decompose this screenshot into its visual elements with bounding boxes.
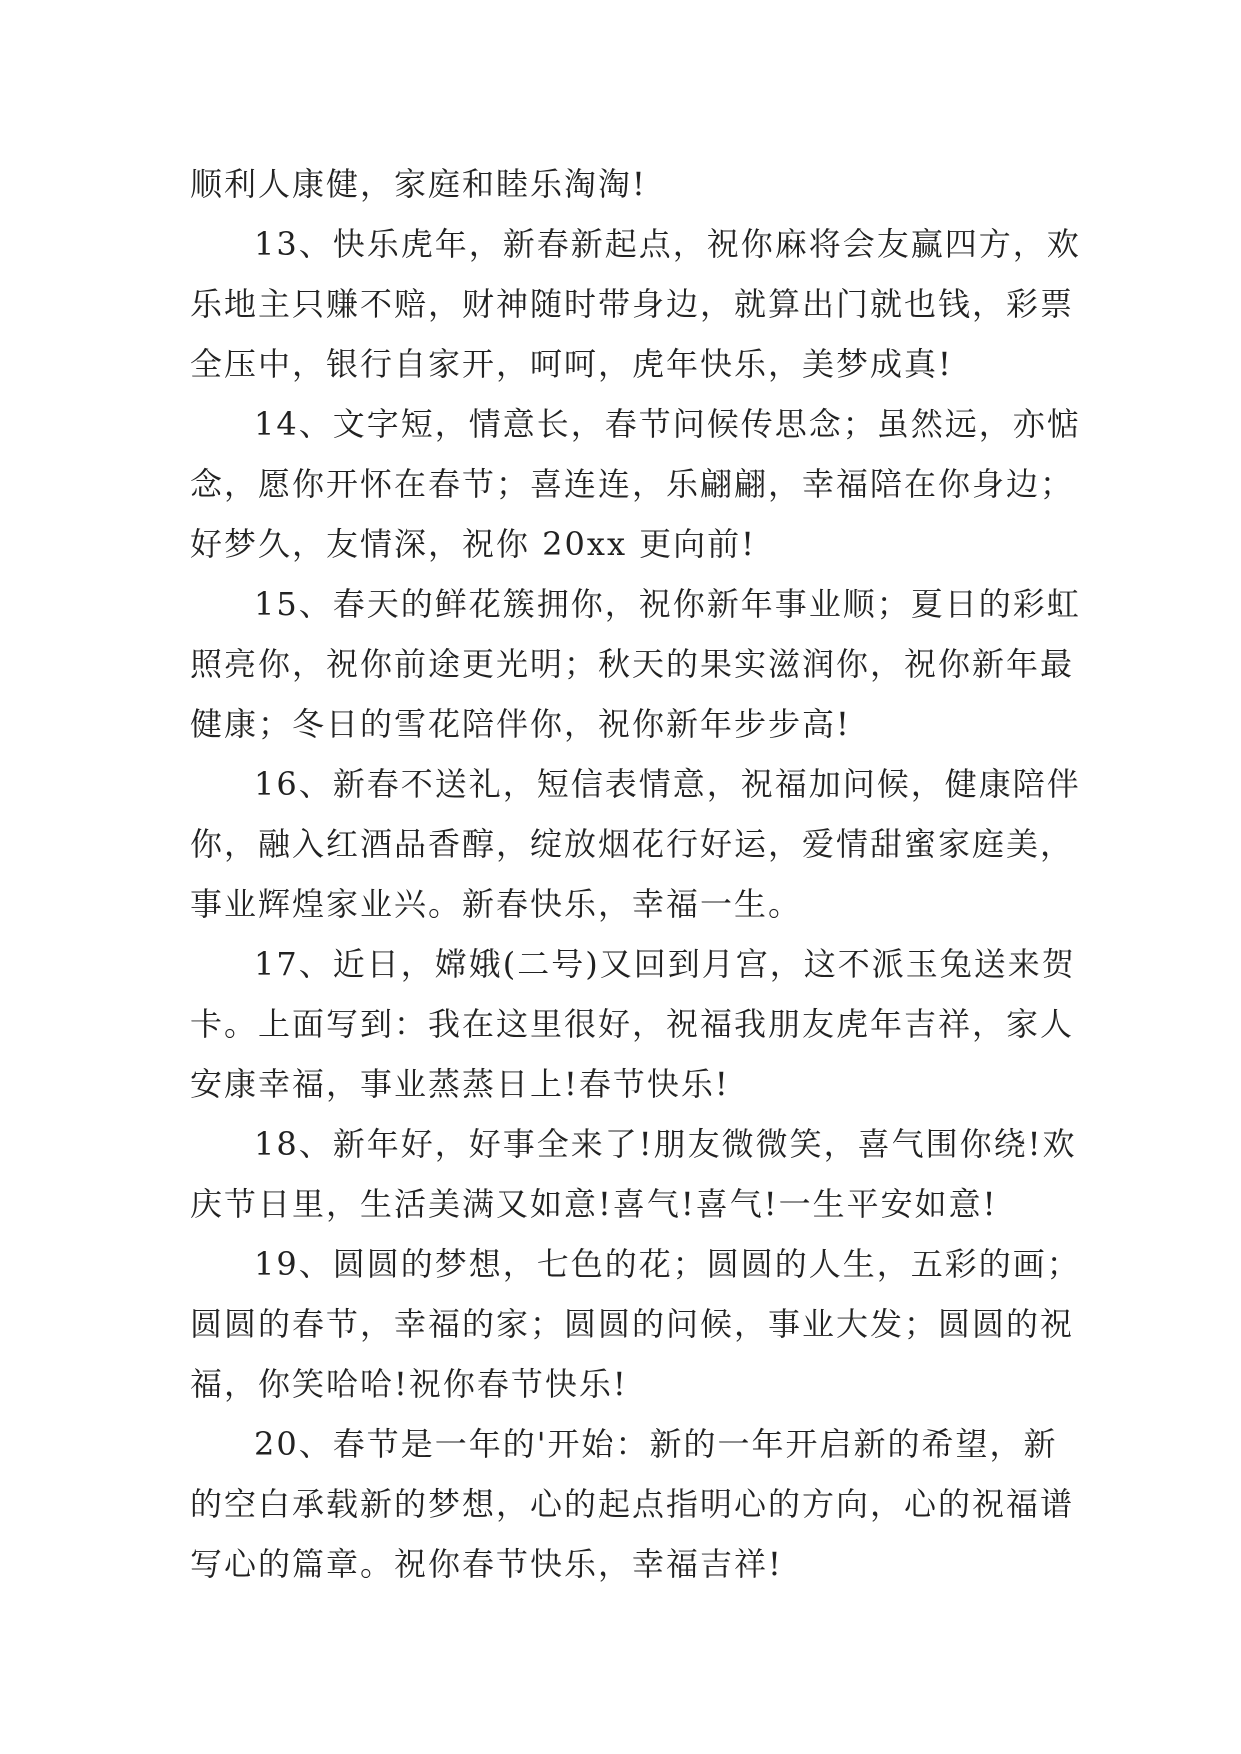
paragraph-line: 19、圆圆的梦想，七色的花；圆圆的人生，五彩的画； bbox=[254, 1245, 1081, 1283]
paragraph-line: 14、文字短，情意长，春节问候传思念；虽然远，亦惦 bbox=[254, 405, 1081, 443]
paragraph-20 bbox=[190, 1414, 1075, 1594]
paragraph-line: 你，融入红酒品香醇，绽放烟花行好运，爱情甜蜜家庭美， bbox=[190, 825, 1075, 863]
document-body bbox=[190, 154, 1081, 1594]
paragraph-line: 写心的篇章。祝你春节快乐，幸福吉祥! bbox=[190, 1545, 783, 1583]
paragraph-line: 17、近日，嫦娥(二号)又回到月宫，这不派玉兔送来贺 bbox=[254, 945, 1076, 983]
paragraph-13 bbox=[190, 214, 1081, 394]
paragraph-line: 全压中，银行自家开，呵呵，虎年快乐，美梦成真! bbox=[190, 345, 953, 383]
paragraph-line: 的空白承载新的梦想，心的起点指明心的方向，心的祝福谱 bbox=[190, 1485, 1075, 1523]
paragraph-line: 圆圆的春节，幸福的家；圆圆的问候，事业大发；圆圆的祝 bbox=[190, 1305, 1075, 1343]
paragraph-line: 卡。上面写到：我在这里很好，祝福我朋友虎年吉祥，家人 bbox=[190, 1005, 1075, 1043]
paragraph-line: 健康；冬日的雪花陪伴你，祝你新年步步高! bbox=[190, 705, 851, 743]
paragraph-line: 照亮你，祝你前途更光明；秋天的果实滋润你，祝你新年最 bbox=[190, 645, 1075, 683]
paragraph-line: 15、春天的鲜花簇拥你，祝你新年事业顺；夏日的彩虹 bbox=[254, 585, 1081, 623]
paragraph-line: 13、快乐虎年，新春新起点，祝你麻将会友赢四方，欢 bbox=[254, 225, 1081, 263]
paragraph-line: 念，愿你开怀在春节；喜连连，乐翩翩，幸福陪在你身边； bbox=[190, 465, 1075, 503]
paragraph-line: 18、新年好，好事全来了!朋友微微笑，喜气围你绕!欢 bbox=[254, 1125, 1077, 1163]
paragraph-14 bbox=[190, 394, 1081, 574]
paragraph-17 bbox=[190, 934, 1076, 1114]
paragraph-line: 好梦久，友情深，祝你 20xx 更向前! bbox=[190, 525, 757, 563]
opening-line: 顺利人康健，家庭和睦乐淘淘! bbox=[190, 165, 647, 203]
paragraph-line: 庆节日里，生活美满又如意!喜气!喜气!一生平安如意! bbox=[190, 1185, 998, 1223]
paragraph-line: 安康幸福，事业蒸蒸日上!春节快乐! bbox=[190, 1065, 730, 1103]
paragraph-19 bbox=[190, 1234, 1081, 1414]
paragraph-line: 20、春节是一年的'开始：新的一年开启新的希望，新 bbox=[254, 1425, 1058, 1463]
paragraph-18 bbox=[190, 1114, 1077, 1234]
paragraph-line: 福，你笑哈哈!祝你春节快乐! bbox=[190, 1365, 628, 1403]
paragraph-16 bbox=[190, 754, 1081, 934]
paragraph-line: 事业辉煌家业兴。新春快乐，幸福一生。 bbox=[190, 885, 803, 923]
paragraph-line: 16、新春不送礼，短信表情意，祝福加问候，健康陪伴 bbox=[254, 765, 1081, 803]
paragraph-15 bbox=[190, 574, 1081, 754]
paragraph-line: 乐地主只赚不赔，财神随时带身边，就算出门就也钱，彩票 bbox=[190, 285, 1075, 323]
